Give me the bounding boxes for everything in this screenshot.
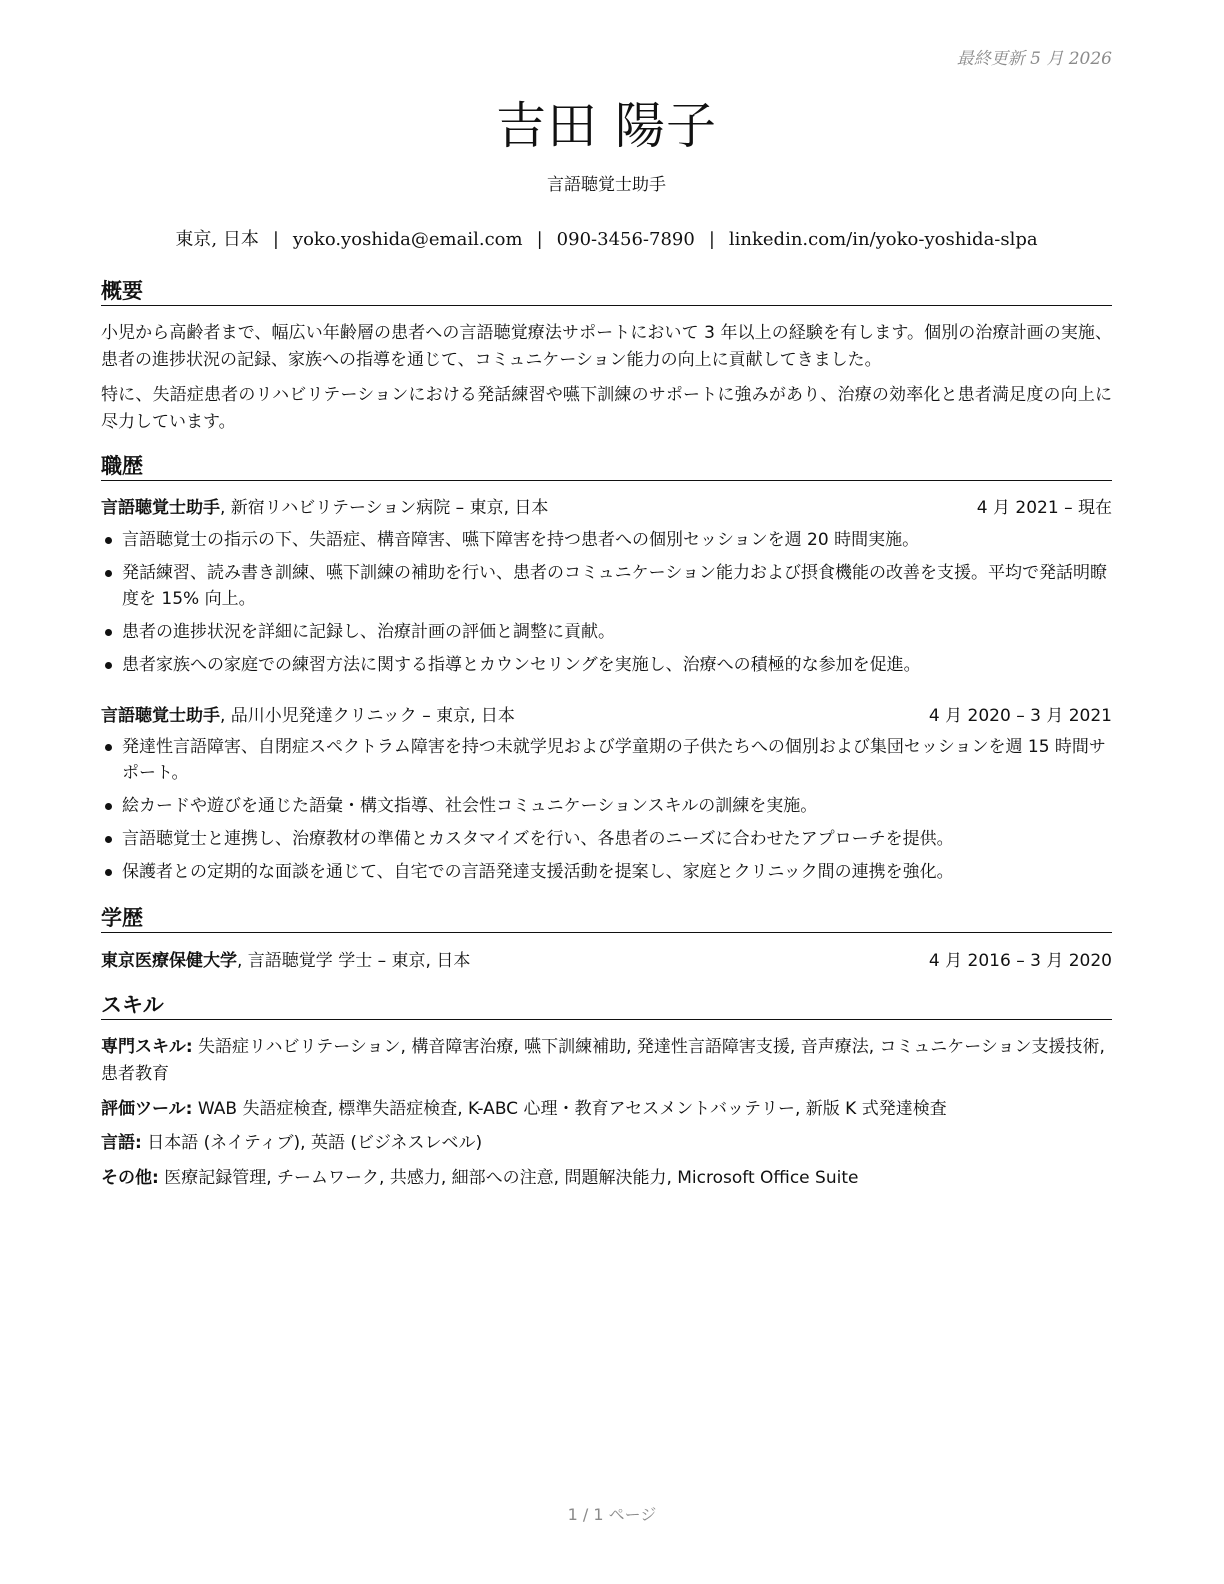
skill-value: WAB 失語症検査, 標準失語症検査, K-ABC 心理・教育アセスメントバッテリー, 新版 K 式発達検査 <box>192 1099 947 1119</box>
job-role: 言語聴覚士助手 <box>101 498 220 518</box>
job-bullet: 保護者との定期的な面談を通じて、自宅での言語発達支援活動を提案し、家庭とクリニック間の連携を強化。 <box>101 859 1112 885</box>
skill-line <box>101 1165 1112 1192</box>
job-dates: 4 月 2021 – 現在 <box>976 498 1112 518</box>
job-bullet: 発話練習、読み書き訓練、嚥下訓練の補助を行い、患者のコミュニケーション能力および摂食機能の改善を支援。平均で発話明瞭度を 15% 向上。 <box>101 560 1112 612</box>
candidate-title: 言語聴覚士助手 <box>547 175 666 195</box>
skill-label: その他: <box>101 1168 159 1188</box>
page-indicator: 1 / 1 ページ <box>567 1505 657 1524</box>
skill-label: 評価ツール: <box>101 1099 193 1119</box>
job-bullet: 言語聴覚士の指示の下、失語症、構音障害、嚥下障害を持つ患者への個別セッションを週 20 時間実施。 <box>101 527 1112 553</box>
skill-value: 失語症リハビリテーション, 構音障害治療, 嚥下訓練補助, 発達性言語障害支援, 音声療法, コミュニケーション支援技術, 患者教育 <box>101 1037 1105 1084</box>
skill-line <box>101 1130 1112 1157</box>
job-org: , 品川小児発達クリニック – 東京, 日本 <box>220 706 515 726</box>
skill-label: 言語: <box>101 1133 142 1153</box>
skill-label: 専門スキル: <box>101 1037 193 1057</box>
resume-page <box>101 0 1112 1584</box>
skills-heading: スキル <box>101 991 1112 1020</box>
contact-location: 東京, 日本 <box>175 229 259 250</box>
job-header <box>101 703 1112 729</box>
education-dates: 4 月 2016 – 3 月 2020 <box>928 951 1112 971</box>
job-dates: 4 月 2020 – 3 月 2021 <box>928 706 1112 726</box>
contact-linkedin[interactable]: linkedin.com/in/yoko-yoshida-slpa <box>728 229 1038 250</box>
job-bullets <box>101 734 1112 892</box>
summary-paragraph: 小児から高齢者まで、幅広い年齢層の患者への言語聴覚療法サポートにおいて 3 年以上の経験を有します。個別の治療計画の実施、患者の進捗状況の記録、家族への指導を通じて、コミュニケーション能力の向上に貢献してきました。 <box>101 323 1112 370</box>
last-updated: 最終更新 5 月 2026 <box>956 49 1112 69</box>
contact-phone[interactable]: 090-3456-7890 <box>556 229 695 250</box>
job-bullet: 患者の進捗状況を詳細に記録し、治療計画の評価と調整に貢献。 <box>101 619 1112 645</box>
contact-separator: | <box>708 229 715 250</box>
education-entry <box>101 948 1112 974</box>
summary-heading: 概要 <box>101 277 1112 306</box>
job-bullets <box>101 527 1112 685</box>
skill-line <box>101 1034 1112 1088</box>
contact-separator: | <box>272 229 279 250</box>
contact-separator: | <box>536 229 543 250</box>
candidate-name: 吉田 陽子 <box>496 97 717 155</box>
skill-value: 医療記録管理, チームワーク, 共感力, 細部への注意, 問題解決能力, Microsoft Office Suite <box>158 1168 859 1188</box>
job-bullet: 患者家族への家庭での練習方法に関する指導とカウンセリングを実施し、治療への積極的な参加を促進。 <box>101 652 1112 678</box>
summary-paragraph: 特に、失語症患者のリハビリテーションにおける発話練習や嚥下訓練のサポートに強みがあり、治療の効率化と患者満足度の向上に尽力しています。 <box>101 385 1112 432</box>
experience-heading: 職歴 <box>101 452 1112 481</box>
contact-line <box>101 225 1112 251</box>
job-role: 言語聴覚士助手 <box>101 706 220 726</box>
skill-line <box>101 1096 1112 1123</box>
job-header <box>101 495 1112 521</box>
education-heading: 学歴 <box>101 904 1112 933</box>
education-detail: , 言語聴覚学 学士 – 東京, 日本 <box>237 951 471 971</box>
job-org: , 新宿リハビリテーション病院 – 東京, 日本 <box>220 498 549 518</box>
education-school: 東京医療保健大学 <box>101 951 237 971</box>
job-bullet: 絵カードや遊びを通じた語彙・構文指導、社会性コミュニケーションスキルの訓練を実施。 <box>101 793 1112 819</box>
skill-value: 日本語 (ネイティブ), 英語 (ビジネスレベル) <box>141 1133 483 1153</box>
job-bullet: 発達性言語障害、自閉症スペクトラム障害を持つ未就学児および学童期の子供たちへの個別および集団セッションを週 15 時間サポート。 <box>101 734 1112 786</box>
job-bullet: 言語聴覚士と連携し、治療教材の準備とカスタマイズを行い、各患者のニーズに合わせたアプローチを提供。 <box>101 826 1112 852</box>
contact-email[interactable]: yoko.yoshida@email.com <box>292 229 523 250</box>
